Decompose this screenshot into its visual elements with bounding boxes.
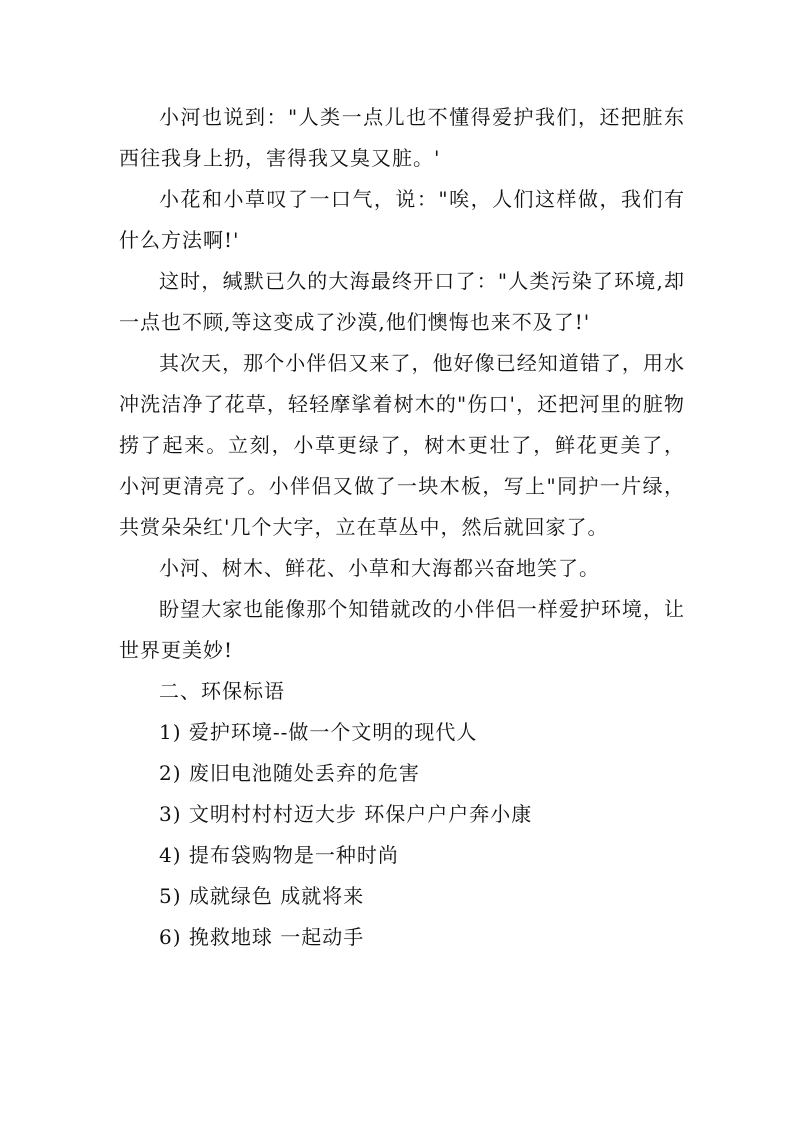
paragraph: 盼望大家也能像那个知错就改的小伴侣一样爱护环境，让世界更美妙!: [119, 597, 685, 662]
paragraph: 小花和小草叹了一口气，说："唉，人们这样做，我们有什么方法啊!': [119, 187, 685, 252]
paragraph: 小河也说到："人类一点儿也不懂得爱护我们，还把脏东西往我身上扔，害得我又臭又脏。': [119, 105, 685, 170]
paragraph: 其次天，那个小伴侣又来了，他好像已经知道错了，用水冲洗洁净了花草，轻轻摩挲着树木的"伤口'，还把河里的脏物捞了起来。立刻，小草更绿了，树木更壮了，鲜花更美了，小河更清亮了。小伴侣又做了一块木板，写上"同护一片绿，共赏朵朵红'几个大字，立在草丛中，然后就回家了。: [119, 351, 685, 539]
document-body: [119, 97, 685, 958]
slogan-item: 2) 废旧电池随处丢弃的危害: [159, 761, 420, 785]
section-heading: 二、环保标语: [159, 679, 285, 703]
slogan-item: 1) 爱护环境--做一个文明的现代人: [159, 720, 478, 744]
slogan-item: 6) 挽救地球 一起动手: [159, 925, 365, 949]
slogan-item: 4) 提布袋购物是一种时尚: [159, 843, 399, 867]
slogan-item: 5) 成就绿色 成就将来: [159, 884, 365, 908]
paragraph: 小河、树木、鲜花、小草和大海都兴奋地笑了。: [159, 556, 600, 580]
paragraph: 这时，缄默已久的大海最终开口了："人类污染了环境,却一点也不顾,等这变成了沙漠,他们懊悔也来不及了!': [119, 269, 685, 334]
slogan-item: 3) 文明村村村迈大步 环保户户户奔小康: [159, 802, 533, 826]
